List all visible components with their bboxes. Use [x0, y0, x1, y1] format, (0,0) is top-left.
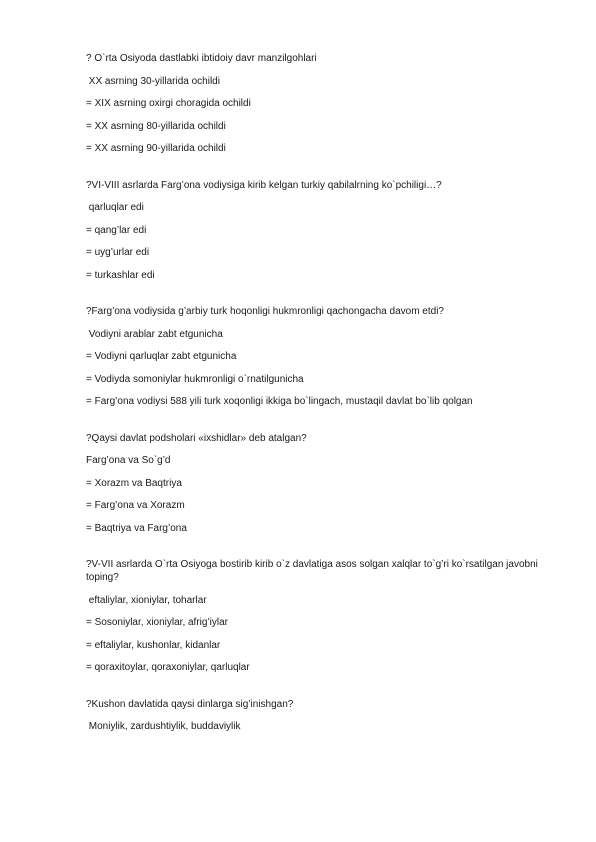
answer-option: = XX asrning 90-yillarida ochildi	[86, 143, 226, 154]
question-block	[86, 305, 546, 408]
question-block	[86, 432, 546, 535]
answer-option: = qoraxitoylar, qoraxoniylar, qarluqlar	[86, 662, 250, 673]
answer-option: = Vodiyda somoniylar hukmronligi o`rnatilgunicha	[86, 373, 304, 385]
question-text: ?Qaysi davlat podsholari «ixshidlar» deb atalgan?	[86, 432, 307, 444]
answer-option: Farg’ona va So`g’d	[86, 455, 171, 466]
answer-option: qarluqlar edi	[86, 202, 144, 213]
question-text: ?V-VII asrlarda O`rta Osiyoga bostirib kirib o`z davlatiga asos solgan xalqlar to`g’ri ko`rsatilgan javobni toping?	[86, 559, 538, 583]
answer-option: = Farg’ona va Xorazm	[86, 500, 185, 511]
answer-option: = XIX asrning oxirgi choragida ochildi	[86, 98, 251, 109]
answer-option: = Farg’ona vodiysi 588 yili turk xoqonligi ikkiga bo`lingach, mustaqil davlat bo`lib qolgan	[86, 396, 473, 407]
answer-option: = Baqtriya va Farg’ona	[86, 522, 187, 534]
question-text: ?Kushon davlatida qaysi dinlarga sig’inishgan?	[86, 698, 294, 710]
answer-option: = Xorazm va Baqtriya	[86, 477, 182, 489]
answer-option: = eftaliylar, kushonlar, kidanlar	[86, 639, 221, 651]
answer-option: = turkashlar edi	[86, 269, 155, 281]
answer-option: = Sosoniylar, xioniylar, afrig’iylar	[86, 617, 229, 628]
question-text: ?Farg’ona vodiysida g’arbiy turk hoqonligi hukmronligi qachongacha davom etdi?	[86, 306, 444, 317]
question-block	[86, 558, 546, 674]
answer-option: Vodiyni arablar zabt etgunicha	[86, 328, 223, 340]
answer-option: = Vodiyni qarluqlar zabt etgunicha	[86, 351, 237, 362]
question-block	[86, 52, 546, 155]
answer-option: XX asrning 30-yillarida ochildi	[86, 75, 220, 87]
question-text: ?VI-VIII asrlarda Farg’ona vodiysiga kirib kelgan turkiy qabilalrning ko`pchiligi…?	[86, 179, 442, 191]
answer-option: = XX asrning 80-yillarida ochildi	[86, 120, 226, 132]
question-text: ? O`rta Osiyoda dastlabki ibtidoiy davr manzilgohlari	[86, 53, 317, 64]
answer-option: eftaliylar, xioniylar, toharlar	[86, 594, 207, 606]
test-questions	[86, 52, 546, 743]
question-block	[86, 179, 546, 282]
answer-option: Moniylik, zardushtiylik, buddaviylik	[86, 721, 241, 732]
answer-option: = uyg’urlar edi	[86, 247, 150, 258]
question-block	[86, 698, 546, 734]
answer-option: = qang’lar edi	[86, 224, 147, 236]
